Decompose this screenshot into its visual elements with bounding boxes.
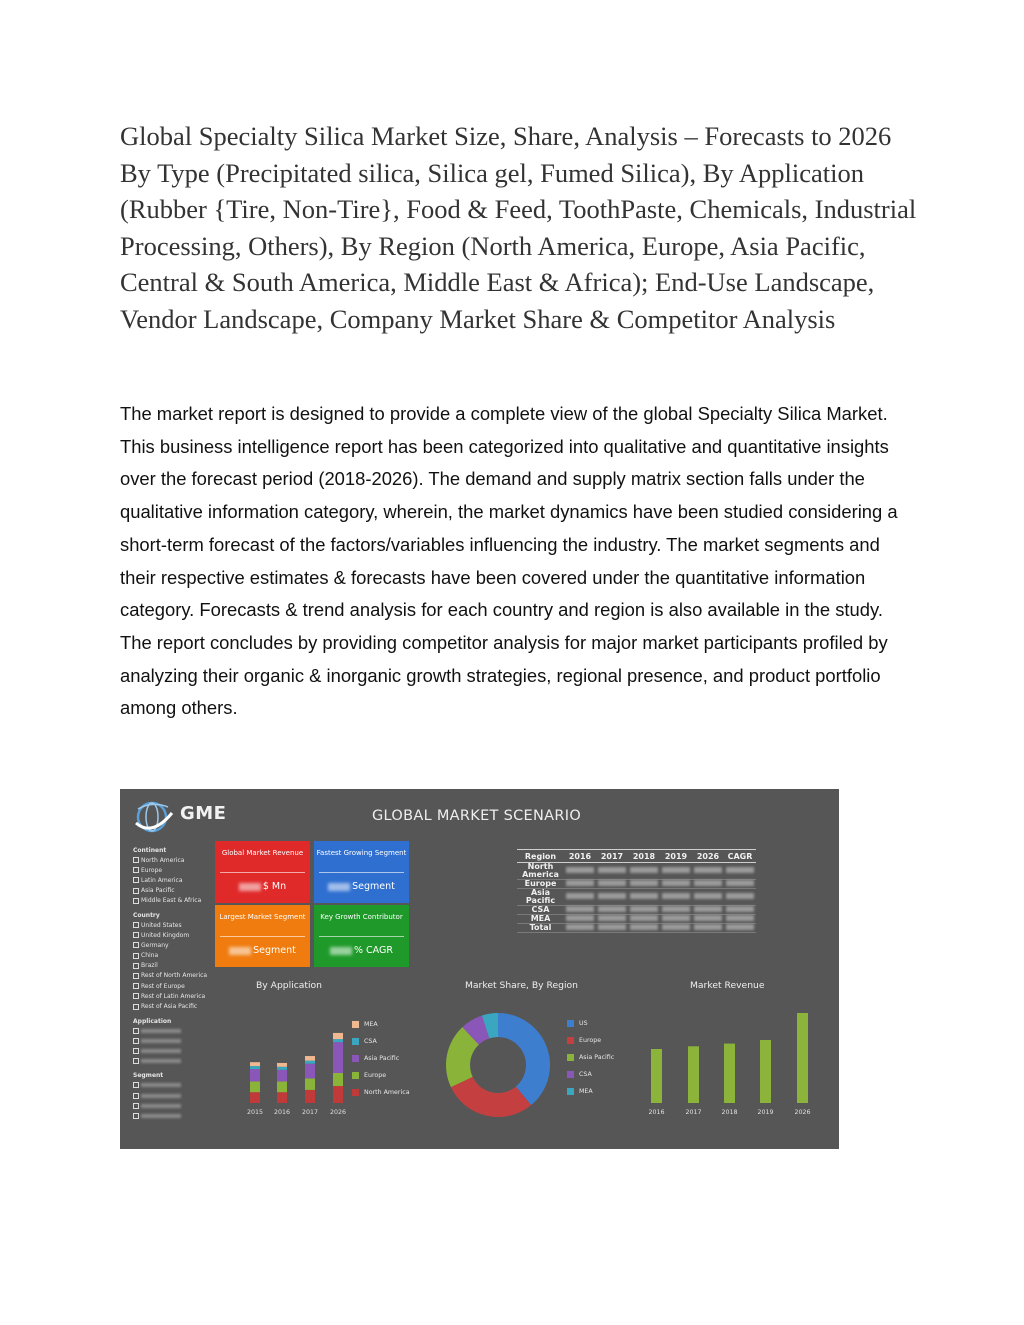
blurred-value: [598, 867, 626, 873]
blurred-value: [566, 915, 594, 921]
blurred-cell: [660, 863, 692, 880]
blurred-cell: [660, 906, 692, 915]
blurred-value: [694, 906, 722, 912]
application-header: Application: [133, 1017, 172, 1025]
legend-swatch: [567, 1037, 574, 1044]
table-header-cell: 2026: [692, 850, 724, 863]
blurred-cell: [596, 915, 628, 924]
filter-option-label: Middle East & Africa: [141, 897, 202, 905]
blurred-value: [726, 924, 754, 930]
filter-option[interactable]: [133, 1001, 228, 1011]
checkbox-icon[interactable]: [133, 1058, 139, 1064]
checkbox-icon[interactable]: [133, 857, 139, 863]
filter-option[interactable]: [133, 1101, 228, 1111]
blurred-cell: [596, 906, 628, 915]
legend-swatch: [352, 1021, 359, 1028]
filter-option[interactable]: [133, 1056, 228, 1066]
filter-option[interactable]: [133, 971, 228, 981]
blurred-value: [566, 893, 594, 899]
blurred-value: [662, 893, 690, 899]
blurred-value: [630, 893, 658, 899]
table-row: [517, 924, 756, 933]
x-tick-label: 2017: [685, 1109, 702, 1116]
kpi-divider: [319, 872, 404, 873]
dashboard-image: [120, 789, 839, 1149]
continent-header: Continent: [133, 847, 167, 854]
table-row: [517, 915, 756, 924]
stacked-bar-segment: [250, 1092, 260, 1103]
blurred-cell: [692, 906, 724, 915]
x-tick-label: 2026: [329, 1109, 347, 1116]
blurred-cell: [564, 889, 596, 906]
blurred-value: [630, 867, 658, 873]
blurred-value: [630, 915, 658, 921]
blurred-value: [630, 924, 658, 930]
kpi-divider: [220, 872, 305, 873]
blurred-value: [330, 947, 352, 955]
kpi-divider: [220, 936, 305, 937]
region-name: Total: [517, 924, 564, 933]
checkbox-icon[interactable]: [133, 993, 139, 999]
table-row: [517, 880, 756, 889]
segment-header: Segment: [133, 1072, 164, 1080]
legend-swatch: [567, 1088, 574, 1095]
filter-option-label: Europe: [141, 866, 163, 874]
stacked-bar-segment: [277, 1070, 287, 1082]
blurred-cell: [564, 906, 596, 915]
blurred-cell: [692, 889, 724, 906]
legend-swatch: [352, 1072, 359, 1079]
region-table: [517, 849, 756, 933]
stacked-bar-segment: [277, 1063, 287, 1067]
blurred-label: [141, 1039, 181, 1043]
application-legend: [352, 1016, 410, 1101]
market-revenue-title: Market Revenue: [690, 980, 765, 991]
blurred-value: [662, 880, 690, 886]
region-legend: [567, 1015, 614, 1100]
blurred-value: [229, 947, 251, 955]
blurred-cell: [628, 863, 660, 880]
stacked-bar-segment: [333, 1073, 343, 1086]
market-share-donut: [444, 1011, 564, 1131]
legend-item: [567, 1032, 614, 1049]
filter-option[interactable]: [133, 886, 228, 896]
stacked-bar-segment: [250, 1062, 260, 1066]
checkbox-icon[interactable]: [133, 888, 139, 894]
blurred-value: [598, 880, 626, 886]
filter-option-label: Rest of Latin America: [141, 992, 206, 1000]
legend-label: Europe: [364, 1072, 387, 1079]
blurred-label: [141, 1049, 181, 1053]
legend-swatch: [352, 1089, 359, 1096]
blurred-value: [239, 883, 261, 891]
kpi-card-unit: Segment: [352, 881, 395, 892]
kpi-card-value: [215, 945, 310, 956]
checkbox-icon[interactable]: [133, 932, 139, 938]
kpi-card-title: Key Growth Contributor: [320, 913, 403, 921]
checkbox-icon[interactable]: [133, 1093, 139, 1099]
blurred-cell: [596, 863, 628, 880]
blurred-value: [662, 867, 690, 873]
checkbox-icon[interactable]: [133, 983, 139, 989]
kpi-card: [314, 905, 409, 967]
blurred-cell: [660, 915, 692, 924]
legend-label: Europe: [579, 1037, 602, 1044]
kpi-card-unit: % CAGR: [354, 945, 393, 956]
stacked-bar-segment: [250, 1066, 260, 1069]
country-header: Country: [133, 911, 160, 919]
table-header-cell: Region: [517, 850, 564, 863]
blurred-value: [694, 867, 722, 873]
legend-item: [352, 1067, 410, 1084]
filter-option[interactable]: [133, 1091, 228, 1101]
table-row: [517, 906, 756, 915]
kpi-card-value: [314, 945, 409, 956]
filter-option[interactable]: [133, 1111, 228, 1121]
legend-label: MEA: [364, 1021, 378, 1028]
donut-slice: [498, 1013, 550, 1105]
checkbox-icon[interactable]: [133, 1082, 139, 1088]
x-tick-label: 2019: [757, 1109, 774, 1116]
revenue-bar: [760, 1040, 771, 1103]
blurred-cell: [628, 924, 660, 933]
legend-label: North America: [364, 1089, 410, 1096]
stacked-bar-segment: [277, 1081, 287, 1092]
market-revenue-chart: [640, 1001, 820, 1121]
blurred-value: [662, 906, 690, 912]
filter-option[interactable]: [133, 920, 228, 930]
blurred-value: [598, 915, 626, 921]
blurred-cell: [628, 889, 660, 906]
stacked-bar-segment: [333, 1033, 343, 1039]
blurred-value: [694, 915, 722, 921]
stacked-bar-segment: [277, 1092, 287, 1103]
by-application-title: By Application: [256, 980, 322, 991]
filter-option[interactable]: [133, 991, 228, 1001]
stacked-bar-segment: [333, 1042, 343, 1073]
blurred-label: [141, 1029, 181, 1033]
blurred-cell: [564, 863, 596, 880]
blurred-label: [141, 1094, 181, 1098]
blurred-value: [662, 924, 690, 930]
checkbox-icon[interactable]: [133, 867, 139, 873]
blurred-cell: [564, 924, 596, 933]
blurred-cell: [628, 915, 660, 924]
legend-label: MEA: [579, 1088, 593, 1095]
checkbox-icon[interactable]: [133, 953, 139, 959]
filter-option-label: Rest of Asia Pacific: [141, 1003, 198, 1011]
stacked-bar-segment: [305, 1064, 315, 1079]
region-name: Europe: [517, 880, 564, 889]
stacked-bar-segment: [305, 1056, 315, 1061]
filter-option[interactable]: [133, 1046, 228, 1056]
blurred-value: [566, 867, 594, 873]
blurred-cell: [660, 889, 692, 906]
stacked-bar-segment: [305, 1078, 315, 1090]
blurred-value: [630, 880, 658, 886]
blurred-label: [141, 1059, 181, 1063]
blurred-label: [141, 1114, 181, 1118]
checkbox-icon[interactable]: [133, 1113, 139, 1119]
x-tick-label: 2017: [301, 1109, 319, 1116]
x-tick-label: 2018: [721, 1109, 738, 1116]
filter-option[interactable]: [133, 896, 228, 906]
checkbox-icon[interactable]: [133, 922, 139, 928]
blurred-value: [726, 893, 754, 899]
kpi-card-title: Fastest Growing Segment: [316, 849, 407, 857]
table-row: [517, 889, 756, 906]
blurred-cell: [724, 915, 756, 924]
kpi-card-value: [314, 881, 409, 892]
region-name: CSA: [517, 906, 564, 915]
filter-option[interactable]: [133, 951, 228, 961]
revenue-bar: [651, 1049, 662, 1103]
kpi-divider: [319, 936, 404, 937]
blurred-value: [694, 924, 722, 930]
blurred-value: [694, 893, 722, 899]
legend-item: [567, 1015, 614, 1032]
stacked-bar-segment: [305, 1090, 315, 1103]
stacked-bar-segment: [305, 1061, 315, 1064]
blurred-cell: [724, 889, 756, 906]
legend-label: Asia Pacific: [579, 1054, 615, 1061]
document-title: Global Specialty Silica Market Size, Share, Analysis – Forecasts to 2026 By Type (Precipitated silica, Silica gel, Fumed Silica), By Application (Rubber {Tire, Non-Tire}, Food & Feed, ToothPaste, Chemicals, Industrial Processing, Others), By Region (North America, Europe, Asia Pacific, Central & South America, Middle East & Africa); End-Use Landscape, Vendor Landscape, Company Market Share & Competitor Analysis: [120, 121, 917, 334]
kpi-card-title: Largest Market Segment: [219, 913, 306, 921]
stacked-bar-segment: [277, 1067, 287, 1070]
blurred-value: [726, 915, 754, 921]
blurred-value: [566, 880, 594, 886]
legend-swatch: [352, 1038, 359, 1045]
globe-logo-icon: [128, 797, 180, 837]
x-tick-label: 2016: [648, 1109, 665, 1116]
blurred-value: [726, 906, 754, 912]
legend-swatch: [352, 1055, 359, 1062]
x-tick-label: 2016: [273, 1109, 291, 1116]
kpi-card-unit: Segment: [253, 945, 296, 956]
kpi-card: [314, 841, 409, 903]
filter-option-label: United Kingdom: [141, 931, 190, 939]
checkbox-icon[interactable]: [133, 1038, 139, 1044]
market-share-title: Market Share, By Region: [465, 980, 578, 991]
blurred-cell: [596, 924, 628, 933]
blurred-value: [598, 893, 626, 899]
filter-option[interactable]: [133, 855, 228, 865]
filter-option[interactable]: [133, 930, 228, 940]
blurred-cell: [564, 915, 596, 924]
blurred-cell: [628, 906, 660, 915]
filter-option[interactable]: [133, 865, 228, 875]
filter-option-label: Asia Pacific: [141, 887, 175, 895]
blurred-cell: [724, 863, 756, 880]
blurred-cell: [596, 889, 628, 906]
legend-label: CSA: [579, 1071, 592, 1078]
revenue-bar: [724, 1044, 735, 1103]
blurred-cell: [724, 924, 756, 933]
legend-item: [352, 1050, 410, 1067]
by-application-chart: [232, 1001, 362, 1121]
blurred-value: [566, 906, 594, 912]
blurred-value: [726, 867, 754, 873]
filter-option[interactable]: [133, 961, 228, 971]
blurred-cell: [628, 880, 660, 889]
kpi-card: [215, 841, 310, 903]
blurred-value: [598, 924, 626, 930]
checkbox-icon[interactable]: [133, 1103, 139, 1109]
table-header-cell: 2017: [596, 850, 628, 863]
legend-item: [352, 1016, 410, 1033]
filter-option[interactable]: [133, 875, 228, 885]
blurred-value: [662, 915, 690, 921]
checkbox-icon[interactable]: [133, 1028, 139, 1034]
legend-label: Asia Pacific: [364, 1055, 400, 1062]
dashboard-title: GLOBAL MARKET SCENARIO: [372, 808, 582, 824]
table-row: [517, 863, 756, 880]
legend-item: [567, 1049, 614, 1066]
blurred-cell: [724, 906, 756, 915]
blurred-cell: [564, 880, 596, 889]
checkbox-icon[interactable]: [133, 1048, 139, 1054]
document-paragraph: The market report is designed to provide a complete view of the global Specialty Silica Market. This business intelligence report has been categorized into qualitative and quantitative insights over the forecast period (2018-2026). The demand and supply matrix section falls under the qualitative information category, wherein, the market dynamics have been studied considering a short-term forecast of the factors/variables influencing the industry. The market segments and their respective estimates & forecasts have been covered under the quantitative information category. Forecasts & trend analysis for each country and region is also available in the study. The report concludes by providing competitor analysis for major market participants profiled by analyzing their organic & inorganic growth strategies, regional presence, and product portfolio among others.: [120, 403, 898, 719]
checkbox-icon[interactable]: [133, 877, 139, 883]
blurred-cell: [692, 880, 724, 889]
stacked-bar-segment: [250, 1081, 260, 1092]
revenue-bar: [797, 1013, 808, 1103]
filter-option-label: United States: [141, 921, 182, 929]
table-header-cell: 2019: [660, 850, 692, 863]
blurred-value: [598, 906, 626, 912]
region-name: North America: [517, 863, 564, 880]
checkbox-icon[interactable]: [133, 963, 139, 969]
blurred-cell: [596, 880, 628, 889]
stacked-bar-segment: [333, 1086, 343, 1103]
blurred-value: [630, 906, 658, 912]
kpi-card-unit: $ Mn: [262, 881, 287, 892]
checkbox-icon[interactable]: [133, 942, 139, 948]
region-name: MEA: [517, 915, 564, 924]
kpi-card-value: [215, 881, 310, 892]
legend-item: [352, 1084, 410, 1101]
filter-option[interactable]: [133, 940, 228, 950]
filter-option-label: Rest of Europe: [141, 982, 185, 990]
legend-swatch: [567, 1020, 574, 1027]
legend-item: [567, 1083, 614, 1100]
region-name: Asia Pacific: [517, 889, 564, 906]
stacked-bar-segment: [333, 1039, 343, 1042]
kpi-card: [215, 905, 310, 967]
legend-label: US: [579, 1020, 588, 1027]
blurred-label: [141, 1083, 181, 1087]
blurred-value: [566, 924, 594, 930]
checkbox-icon[interactable]: [133, 1004, 139, 1010]
filter-option[interactable]: [133, 981, 228, 991]
stacked-bar-segment: [250, 1069, 260, 1081]
revenue-bar: [688, 1046, 699, 1103]
blurred-value: [726, 880, 754, 886]
filter-option[interactable]: [133, 1036, 228, 1046]
blurred-cell: [724, 880, 756, 889]
filter-option-label: Rest of North America: [141, 972, 208, 980]
filter-sidebar: [133, 841, 228, 1121]
x-tick-label: 2026: [794, 1109, 811, 1116]
blurred-cell: [660, 880, 692, 889]
blurred-label: [141, 1104, 181, 1108]
filter-option-label: Germany: [141, 941, 169, 949]
blurred-value: [694, 880, 722, 886]
legend-label: CSA: [364, 1038, 377, 1045]
table-header-cell: 2018: [628, 850, 660, 863]
logo-text: GME: [180, 803, 227, 824]
filter-option-label: China: [141, 952, 159, 960]
blurred-value: [328, 883, 350, 891]
filter-option[interactable]: [133, 1080, 228, 1090]
table-header-cell: 2016: [564, 850, 596, 863]
checkbox-icon[interactable]: [133, 898, 139, 904]
filter-option-label: Latin America: [141, 876, 183, 884]
x-tick-label: 2015: [246, 1109, 264, 1116]
blurred-cell: [660, 924, 692, 933]
checkbox-icon[interactable]: [133, 973, 139, 979]
blurred-cell: [692, 915, 724, 924]
legend-swatch: [567, 1054, 574, 1061]
filter-option[interactable]: [133, 1026, 228, 1036]
filter-option-label: North America: [141, 856, 185, 864]
legend-item: [352, 1033, 410, 1050]
donut-slice: [451, 1077, 531, 1117]
blurred-cell: [692, 863, 724, 880]
kpi-card-title: Global Market Revenue: [221, 849, 304, 857]
table-header-cell: CAGR: [724, 850, 756, 863]
legend-swatch: [567, 1071, 574, 1078]
blurred-cell: [692, 924, 724, 933]
legend-item: [567, 1066, 614, 1083]
filter-option-label: Brazil: [141, 962, 158, 970]
